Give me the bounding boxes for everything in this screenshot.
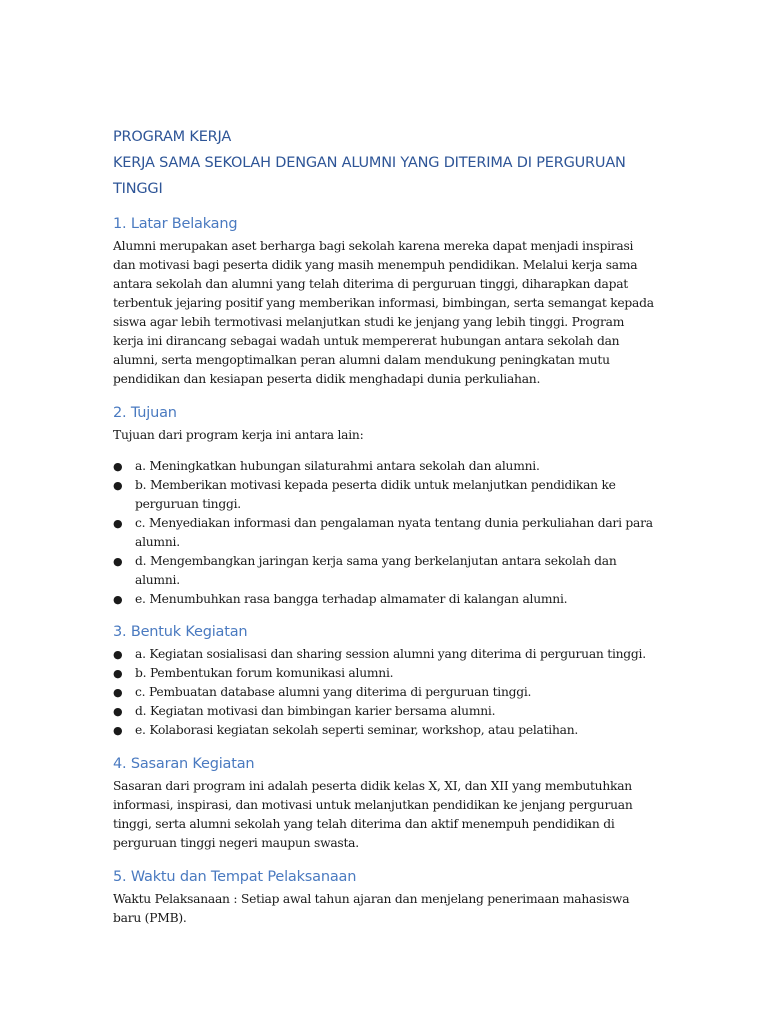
title-line-2: KERJA SAMA SEKOLAH DENGAN ALUMNI YANG DITERIMA DI PERGURUAN (113, 155, 626, 171)
list-item-text: a. Meningkatkan hubungan silaturahmi antara sekolah dan alumni. (135, 459, 540, 473)
list-item-text: d. Mengembangkan jaringan kerja sama yang berkelanjutan antara sekolah dan alumni. (135, 554, 617, 587)
list-item (113, 683, 658, 702)
bullet-icon: ● (113, 479, 123, 492)
bullet-icon: ● (113, 648, 123, 661)
list-item-text: a. Kegiatan sosialisasi dan sharing session alumni yang diterima di perguruan tinggi. (135, 647, 646, 661)
section-heading-sasaran-kegiatan: 4. Sasaran Kegiatan (113, 756, 255, 772)
bullet-icon: ● (113, 705, 123, 718)
list-item (113, 552, 658, 590)
document-title (113, 124, 658, 202)
list-item-text: c. Pembuatan database alumni yang diterima di perguruan tinggi. (135, 685, 532, 699)
list-item-text: d. Kegiatan motivasi dan bimbingan karier bersama alumni. (135, 704, 496, 718)
title-line-3: TINGGI (113, 181, 163, 197)
title-line-1: PROGRAM KERJA (113, 129, 232, 145)
bentuk-kegiatan-list (113, 645, 658, 740)
bullet-icon: ● (113, 667, 123, 680)
list-item (113, 721, 658, 740)
bullet-icon: ● (113, 724, 123, 737)
waktu-pelaksanaan-paragraph: Waktu Pelaksanaan : Setiap awal tahun ajaran dan menjelang penerimaan mahasiswa baru (PMB). (113, 892, 630, 925)
document-content (113, 124, 658, 928)
list-item (113, 664, 658, 683)
list-item (113, 702, 658, 721)
section-heading-waktu-tempat: 5. Waktu dan Tempat Pelaksanaan (113, 869, 357, 885)
list-item (113, 645, 658, 664)
bullet-icon: ● (113, 460, 123, 473)
bullet-icon: ● (113, 517, 123, 530)
list-item-text: e. Menumbuhkan rasa bangga terhadap almamater di kalangan alumni. (135, 592, 568, 606)
section-heading-bentuk-kegiatan: 3. Bentuk Kegiatan (113, 624, 248, 640)
list-item-text: e. Kolaborasi kegiatan sekolah seperti seminar, workshop, atau pelatihan. (135, 723, 579, 737)
latar-belakang-paragraph: Alumni merupakan aset berharga bagi sekolah karena mereka dapat menjadi inspirasi dan motivasi bagi peserta didik yang masih menempuh pendidikan. Melalui kerja sama antara sekolah dan alumni yang telah diterima di perguruan tinggi, diharapkan dapat terbentuk jejaring positif yang memberikan informasi, bimbingan, serta semangat kepada siswa agar lebih termotivasi melanjutkan studi ke jenjang yang lebih tinggi. Program kerja ini dirancang sebagai wadah untuk mempererat hubungan antara sekolah dan alumni, serta mengoptimalkan peran alumni dalam mendukung peningkatan mutu pendidikan dan kesiapan peserta didik menghadapi dunia perkuliahan. (113, 239, 654, 386)
tujuan-list (113, 457, 658, 609)
section-heading-latar-belakang: 1. Latar Belakang (113, 216, 238, 232)
list-item-text: b. Memberikan motivasi kepada peserta didik untuk melanjutkan pendidikan ke perguruan tinggi. (135, 478, 616, 511)
list-item (113, 590, 658, 609)
list-item (113, 514, 658, 552)
list-item-text: c. Menyediakan informasi dan pengalaman nyata tentang dunia perkuliahan dari para alumni. (135, 516, 653, 549)
list-item (113, 476, 658, 514)
list-item (113, 457, 658, 476)
bullet-icon: ● (113, 686, 123, 699)
tujuan-intro: Tujuan dari program kerja ini antara lain: (113, 428, 364, 442)
list-item-text: b. Pembentukan forum komunikasi alumni. (135, 666, 394, 680)
bullet-icon: ● (113, 593, 123, 606)
sasaran-kegiatan-paragraph: Sasaran dari program ini adalah peserta didik kelas X, XI, dan XII yang membutuhkan informasi, inspirasi, dan motivasi untuk melanjutkan pendidikan ke jenjang perguruan tinggi, serta alumni sekolah yang telah diterima dan aktif menempuh pendidikan di perguruan tinggi negeri maupun swasta. (113, 779, 633, 850)
section-heading-tujuan: 2. Tujuan (113, 405, 177, 421)
bullet-icon: ● (113, 555, 123, 568)
